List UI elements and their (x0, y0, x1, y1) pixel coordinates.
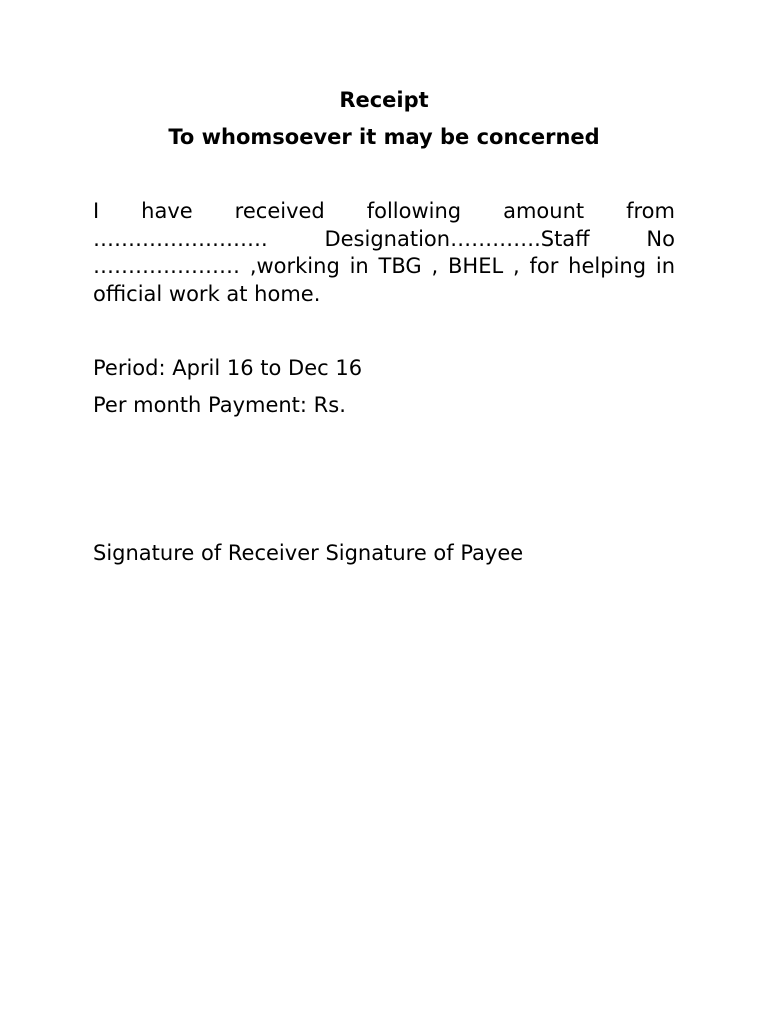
receipt-statement: I have received following amount from ……………………. Designation………….Staff No ………………… ,working in TBG , BHEL , for helping in official work at home. (93, 199, 675, 306)
signature-block (93, 540, 675, 568)
signature-receiver-label: Signature of Receiver (93, 541, 319, 565)
document-title: Receipt (339, 88, 429, 112)
signature-payee-label: Signature of Payee (325, 541, 524, 565)
payment-line: Per month Payment: Rs. (93, 393, 346, 417)
period-line: Period: April 16 to Dec 16 (93, 356, 363, 380)
document-subtitle: To whomsoever it may be concerned (168, 125, 600, 149)
